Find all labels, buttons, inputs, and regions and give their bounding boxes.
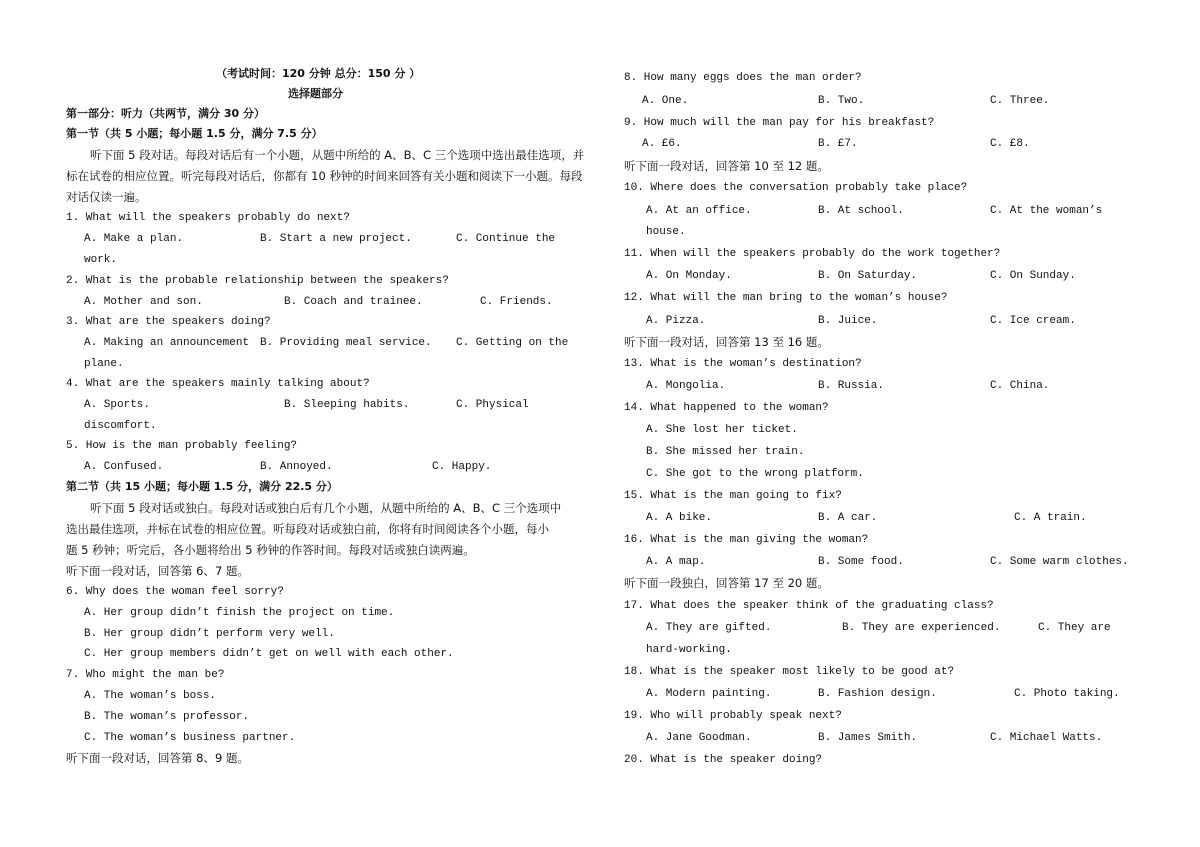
- option-b: B. The woman’s professor.: [84, 711, 250, 723]
- exam-info: （考试时间：120 分钟 总分：150 分 ）: [216, 67, 421, 80]
- option-c: C. At the woman’s: [990, 205, 1103, 217]
- option-b: B. At school.: [818, 205, 904, 217]
- question-12: 12. What will the man bring to the woman’s house?: [624, 292, 948, 304]
- option-b: B. Providing meal service.: [260, 337, 432, 349]
- part1-title: 第一部分：听力（共两节，满分 30 分）: [66, 107, 265, 120]
- direction-q10-12: 听下面一段对话，回答第 10 至 12 题。: [624, 159, 829, 173]
- question-17: 17. What does the speaker think of the graduating class?: [624, 600, 994, 612]
- question-20: 20. What is the speaker doing?: [624, 754, 823, 766]
- option-a: A. On Monday.: [646, 270, 732, 282]
- option-b: B. Two.: [818, 95, 865, 107]
- question-9: 9. How much will the man pay for his breakfast?: [624, 117, 935, 129]
- question-11: 11. When will the speakers probably do the work together?: [624, 248, 1001, 260]
- option-c: C. A train.: [1014, 512, 1087, 524]
- option-c-wrap: work.: [84, 254, 118, 266]
- option-a: A. Sports.: [84, 399, 151, 411]
- option-a: A. The woman’s boss.: [84, 690, 217, 702]
- option-b: B. Russia.: [818, 380, 885, 392]
- option-b: B. James Smith.: [818, 732, 918, 744]
- option-c: C. They are: [1038, 622, 1111, 634]
- section-title: 选择题部分: [288, 87, 343, 100]
- option-a: A. Modern painting.: [646, 688, 772, 700]
- direction-q6-7: 听下面一段对话，回答第 6、7 题。: [66, 564, 249, 578]
- option-c: C. The woman’s business partner.: [84, 732, 296, 744]
- section1-instructions-line3: 对话仅读一遍。: [66, 190, 147, 204]
- question-2: 2. What is the probable relationship between the speakers?: [66, 275, 449, 287]
- option-a: A. Mongolia.: [646, 380, 726, 392]
- section2-title: 第二节（共 15 小题；每小题 1.5 分，满分 22.5 分）: [66, 480, 338, 493]
- option-b: B. Fashion design.: [818, 688, 937, 700]
- option-a: A. Making an announcement: [84, 337, 250, 349]
- question-5: 5. How is the man probably feeling?: [66, 440, 298, 452]
- left-column: [0, 0, 585, 847]
- option-c-wrap: discomfort.: [84, 420, 157, 432]
- direction-q13-16: 听下面一段对话，回答第 13 至 16 题。: [624, 335, 829, 349]
- direction-q8-9: 听下面一段对话，回答第 8、9 题。: [66, 751, 249, 765]
- question-14: 14. What happened to the woman?: [624, 402, 829, 414]
- question-3: 3. What are the speakers doing?: [66, 316, 271, 328]
- option-c-wrap: plane.: [84, 358, 124, 370]
- question-18: 18. What is the speaker most likely to be good at?: [624, 666, 955, 678]
- option-c: C. Photo taking.: [1014, 688, 1120, 700]
- direction-q17-20: 听下面一段独白，回答第 17 至 20 题。: [624, 576, 829, 590]
- section1-instructions-line2: 标在试卷的相应位置。听完每段对话后，你都有 10 秒钟的时间来回答有关小题和阅读下一小题。每段: [66, 169, 583, 183]
- question-19: 19. Who will probably speak next?: [624, 710, 842, 722]
- question-7: 7. Who might the man be?: [66, 669, 225, 681]
- question-6: 6. Why does the woman feel sorry?: [66, 586, 284, 598]
- option-b: B. She missed her train.: [646, 446, 805, 458]
- option-a: A. She lost her ticket.: [646, 424, 798, 436]
- question-4: 4. What are the speakers mainly talking about?: [66, 378, 370, 390]
- question-1: 1. What will the speakers probably do next?: [66, 212, 350, 224]
- option-c: C. On Sunday.: [990, 270, 1076, 282]
- option-b: B. Some food.: [818, 556, 904, 568]
- option-c: C. Getting on the: [456, 337, 569, 349]
- option-a: A. Confused.: [84, 461, 164, 473]
- option-c-wrap: house.: [646, 226, 686, 238]
- option-b: B. A car.: [818, 512, 878, 524]
- option-b: B. Her group didn’t perform very well.: [84, 628, 335, 640]
- option-c: C. Ice cream.: [990, 315, 1076, 327]
- question-10: 10. Where does the conversation probably take place?: [624, 182, 968, 194]
- option-b: B. Annoyed.: [260, 461, 333, 473]
- question-15: 15. What is the man going to fix?: [624, 490, 842, 502]
- section2-instructions-line1: 听下面 5 段对话或独白。每段对话或独白后有几个小题，从题中所给的 A、B、C 三个选项中: [90, 501, 562, 515]
- option-c: C. Friends.: [480, 296, 553, 308]
- section2-instructions-line2: 选出最佳选项，并标在试卷的相应位置。听每段对话或独白前，你将有时间阅读各个小题，每小: [66, 522, 549, 536]
- option-c-wrap: hard-working.: [646, 644, 732, 656]
- option-b: B. £7.: [818, 138, 858, 150]
- option-a: A. £6.: [642, 138, 682, 150]
- option-c: C. Three.: [990, 95, 1050, 107]
- option-a: A. Her group didn’t finish the project on time.: [84, 607, 395, 619]
- option-a: A. Make a plan.: [84, 233, 184, 245]
- option-c: C. Her group members didn’t get on well with each other.: [84, 648, 454, 660]
- option-b: B. Coach and trainee.: [284, 296, 423, 308]
- option-c: C. Continue the: [456, 233, 556, 245]
- option-a: A. Mother and son.: [84, 296, 203, 308]
- option-c: C. China.: [990, 380, 1050, 392]
- option-a: A. Jane Goodman.: [646, 732, 752, 744]
- question-16: 16. What is the man giving the woman?: [624, 534, 869, 546]
- section1-instructions-line1: 听下面 5 段对话。每段对话后有一个小题，从题中所给的 A、B、C 三个选项中选出最佳选项，并: [90, 148, 585, 162]
- option-c: C. She got to the wrong platform.: [646, 468, 864, 480]
- right-column: [600, 0, 1200, 847]
- option-a: A. Pizza.: [646, 315, 706, 327]
- option-c: C. Michael Watts.: [990, 732, 1103, 744]
- option-c: C. £8.: [990, 138, 1030, 150]
- option-b: B. Sleeping habits.: [284, 399, 410, 411]
- option-a: A. They are gifted.: [646, 622, 772, 634]
- section1-title: 第一节（共 5 小题；每小题 1.5 分，满分 7.5 分）: [66, 127, 323, 140]
- option-c: C. Happy.: [432, 461, 492, 473]
- option-b: B. They are experienced.: [842, 622, 1001, 634]
- option-c: C. Some warm clothes.: [990, 556, 1129, 568]
- option-b: B. On Saturday.: [818, 270, 918, 282]
- option-b: B. Start a new project.: [260, 233, 412, 245]
- option-c: C. Physical: [456, 399, 529, 411]
- option-a: A. A map.: [646, 556, 706, 568]
- question-8: 8. How many eggs does the man order?: [624, 72, 862, 84]
- option-a: A. One.: [642, 95, 689, 107]
- option-a: A. A bike.: [646, 512, 713, 524]
- question-13: 13. What is the woman’s destination?: [624, 358, 862, 370]
- option-b: B. Juice.: [818, 315, 878, 327]
- option-a: A. At an office.: [646, 205, 752, 217]
- section2-instructions-line3: 题 5 秒钟；听完后，各小题将给出 5 秒钟的作答时间。每段对话或独白读两遍。: [66, 543, 475, 557]
